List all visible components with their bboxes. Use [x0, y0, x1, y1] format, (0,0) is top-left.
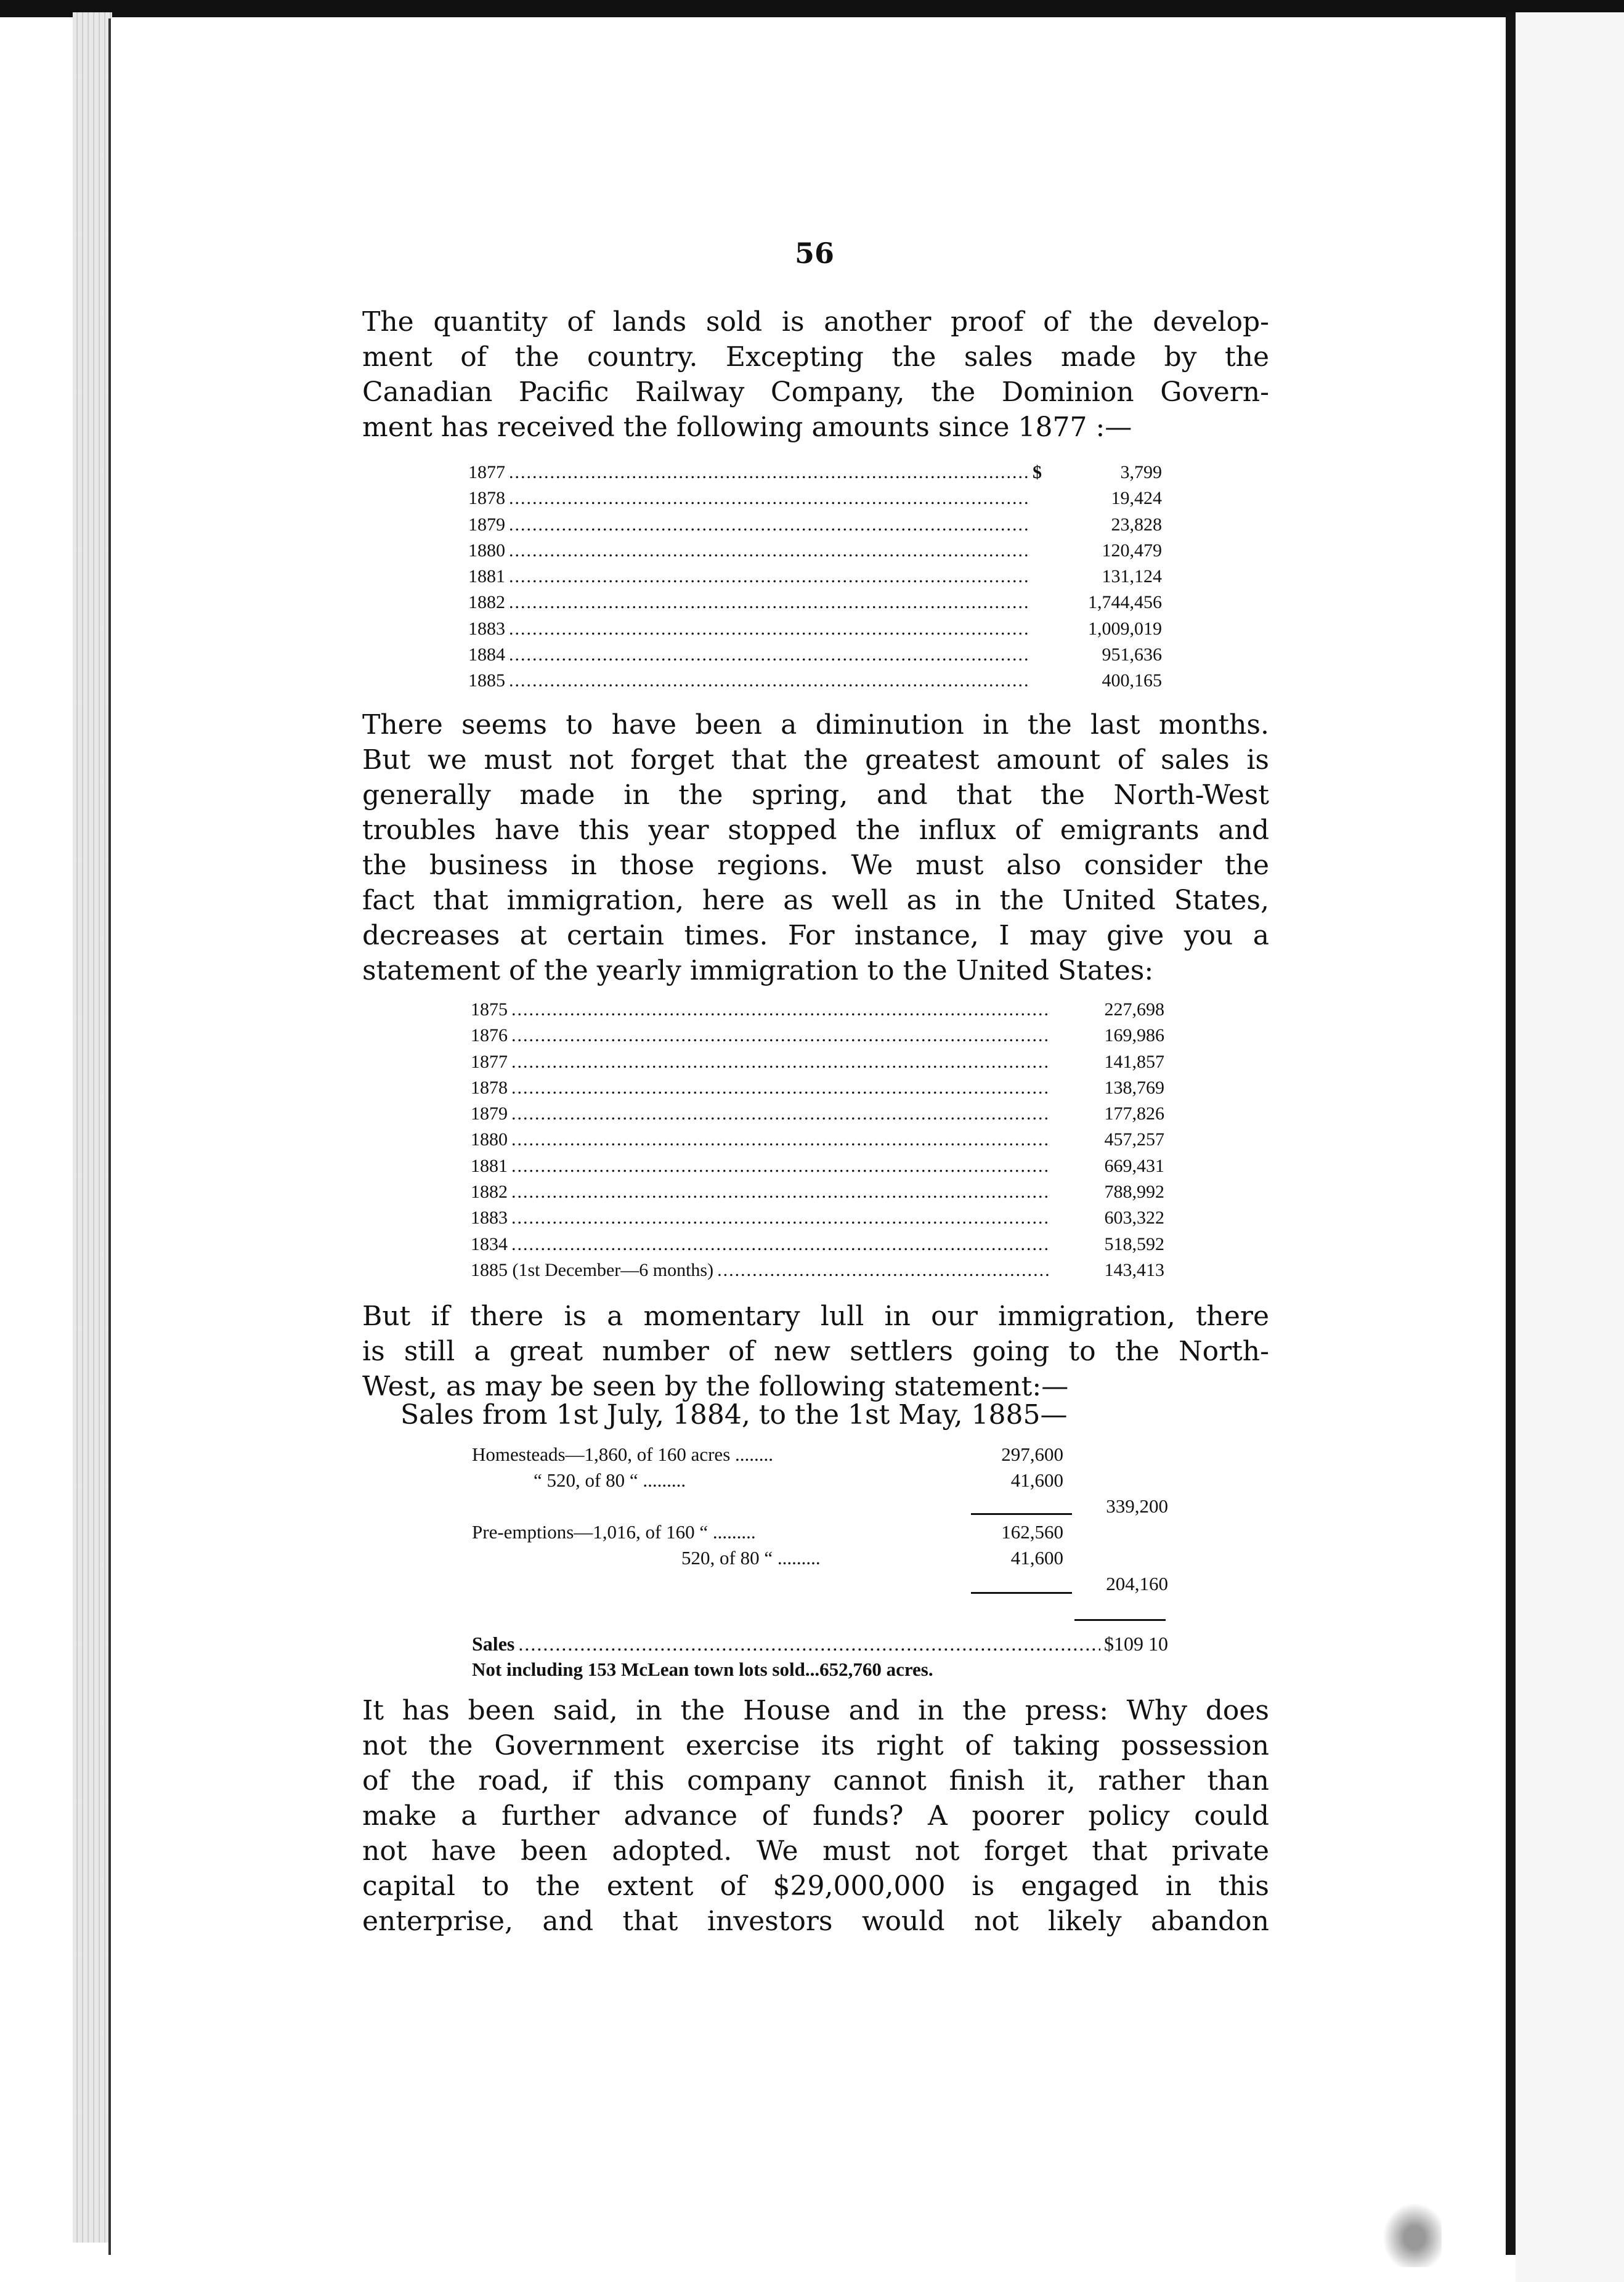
amount-cell: 1,744,456: [1088, 592, 1162, 613]
table-row: [471, 1075, 1164, 1101]
text-line: There seems to have been a diminution in the last months.: [362, 709, 1269, 741]
table-row: [471, 1023, 1164, 1049]
row-value: 41,600: [1010, 1469, 1063, 1491]
row-label: 520, of 80 “ .........: [681, 1547, 821, 1569]
row-label: Pre-emptions—1,016, of 160 “ .........: [472, 1521, 756, 1543]
immigration-table: [471, 997, 1164, 1283]
amount-cell: 227,698: [1104, 999, 1164, 1020]
table-row: [468, 642, 1162, 668]
text-line: enterprise, and that investors would not likely abandon: [362, 1906, 1269, 1937]
paragraph-momentary-lull: [362, 1299, 1269, 1404]
table-row: [471, 1257, 1164, 1283]
table-row: [471, 1101, 1164, 1127]
year-cell: 1880: [468, 540, 505, 561]
amount-cell: 143,413: [1104, 1259, 1164, 1280]
year-cell: 1879: [468, 514, 505, 535]
text-line: The quantity of lands sold is another proof of the develop-: [362, 306, 1269, 338]
amount-cell: 141,857: [1104, 1051, 1164, 1072]
amount-cell: 400,165: [1102, 670, 1162, 691]
text-line: Canadian Pacific Railway Company, the Dominion Govern-: [362, 376, 1269, 408]
amount-cell: 138,769: [1104, 1077, 1164, 1098]
amount-cell: 131,124: [1102, 566, 1162, 587]
year-cell: 1884: [468, 644, 505, 665]
table-row: [468, 668, 1162, 694]
year-cell: 1878: [468, 488, 505, 509]
table-row: [471, 1049, 1164, 1075]
text-line: is still a great number of new settlers going to the North-: [362, 1336, 1269, 1367]
currency-cell: $: [1033, 462, 1042, 482]
year-cell: 1876: [471, 1025, 508, 1046]
text-line: make a further advance of funds? A poorer policy could: [362, 1800, 1269, 1832]
text-line: generally made in the spring, and that the North-West: [362, 779, 1269, 811]
sales-value: $109 10: [1104, 1633, 1168, 1655]
total-rule: [1074, 1619, 1166, 1621]
table-row: [468, 590, 1162, 615]
text-line: not have been adopted. We must not forget that private: [362, 1835, 1269, 1867]
amount-cell: 1,009,019: [1088, 618, 1162, 639]
sales-heading: Sales from 1st July, 1884, to the 1st May, 1885—: [400, 1399, 1068, 1431]
amount-cell: 518,592: [1104, 1233, 1164, 1254]
row-label: Homesteads—1,860, of 160 acres ........: [472, 1444, 774, 1465]
amount-cell: 169,986: [1104, 1025, 1164, 1046]
year-cell: 1878: [471, 1077, 508, 1098]
subtotal-value: 204,160: [1106, 1573, 1168, 1594]
year-cell: 1885 (1st December—6 months): [471, 1259, 714, 1280]
text-line: But we must not forget that the greatest amount of sales is: [362, 744, 1269, 776]
amount-cell: 19,424: [1111, 488, 1162, 509]
year-cell: 1881: [468, 566, 505, 587]
facing-page-edge: [1516, 12, 1624, 2282]
table-row: [472, 1519, 1168, 1545]
book-spine-fold: [1506, 12, 1516, 2255]
table-row: [472, 1545, 1168, 1571]
row-value: 162,560: [1001, 1521, 1063, 1543]
row-label: “ 520, of 80 “ .........: [534, 1469, 686, 1491]
amount-cell: 23,828: [1111, 514, 1162, 535]
year-cell: 1883: [471, 1208, 508, 1228]
table-row: [471, 1127, 1164, 1153]
table-row: [471, 1232, 1164, 1257]
table-row: [471, 1179, 1164, 1205]
amount-cell: 177,826: [1104, 1103, 1164, 1124]
paragraph-diminution: [362, 707, 1269, 988]
table-row: [468, 538, 1162, 564]
year-cell: 1879: [471, 1103, 508, 1124]
amount-cell: 3,799: [1120, 462, 1162, 482]
table-row: [468, 616, 1162, 642]
book-page-edges: [73, 12, 112, 2243]
page-number: 56: [795, 237, 835, 270]
sales-table: [472, 1442, 1168, 1597]
row-value: 297,600: [1001, 1444, 1063, 1465]
text-line: statement of the yearly immigration to the United States:: [362, 955, 1154, 986]
year-cell: 1881: [471, 1155, 508, 1176]
year-cell: 1882: [471, 1182, 508, 1203]
text-line: fact that immigration, here as well as in the United States,: [362, 885, 1269, 916]
text-line: West, as may be seen by the following statement:—: [362, 1371, 1069, 1402]
text-line: troubles have this year stopped the influx of emigrants and: [362, 814, 1269, 846]
table-row: [472, 1468, 1168, 1493]
sales-label: Sales: [472, 1633, 515, 1655]
subtotal-value: 339,200: [1106, 1495, 1168, 1517]
land-sales-table: [468, 460, 1162, 694]
year-cell: 1875: [471, 999, 508, 1020]
scan-top-band: [0, 0, 1624, 17]
year-cell: 1882: [468, 592, 505, 613]
sales-total-row: [472, 1631, 1168, 1656]
subtotal-rule: [971, 1513, 1072, 1515]
table-row: [471, 1205, 1164, 1231]
not-including-note: Not including 153 McLean town lots sold...652,760 acres.: [472, 1659, 933, 1680]
paragraph-government-right: [362, 1693, 1269, 1939]
text-line: But if there is a momentary lull in our immigration, there: [362, 1301, 1269, 1332]
year-cell: 1834: [471, 1233, 508, 1254]
row-value: 41,600: [1010, 1547, 1063, 1569]
year-cell: 1877: [471, 1051, 508, 1072]
table-row: [468, 485, 1162, 511]
amount-cell: 788,992: [1104, 1182, 1164, 1203]
amount-cell: 457,257: [1104, 1129, 1164, 1150]
amount-cell: 669,431: [1104, 1155, 1164, 1176]
text-line: capital to the extent of $29,000,000 is engaged in this: [362, 1870, 1269, 1902]
amount-cell: 603,322: [1104, 1208, 1164, 1228]
text-line: of the road, if this company cannot finish it, rather than: [362, 1765, 1269, 1797]
text-line: decreases at certain times. For instance, I may give you a: [362, 920, 1269, 951]
paragraph-land-sales-intro: [362, 304, 1269, 445]
text-line: It has been said, in the House and in the press: Why does: [362, 1695, 1269, 1726]
table-row: [471, 997, 1164, 1023]
table-row: [468, 564, 1162, 590]
amount-cell: 120,479: [1102, 540, 1162, 561]
year-cell: 1883: [468, 618, 505, 639]
text-line: the business in those regions. We must also consider the: [362, 850, 1269, 881]
year-cell: 1877: [468, 462, 505, 482]
year-cell: 1885: [468, 670, 505, 691]
subtotal-rule: [971, 1592, 1072, 1594]
table-row: [472, 1493, 1168, 1519]
table-row: [472, 1442, 1168, 1468]
text-line: ment has received the following amounts since 1877 :—: [362, 412, 1132, 443]
table-row: [468, 512, 1162, 538]
table-row: [471, 1153, 1164, 1179]
amount-cell: 951,636: [1102, 644, 1162, 665]
ink-smudge: [1374, 2193, 1442, 2267]
text-line: ment of the country. Excepting the sales made by the: [362, 341, 1269, 373]
text-line: not the Government exercise its right of taking possession: [362, 1730, 1269, 1761]
table-row: [468, 460, 1162, 485]
year-cell: 1880: [471, 1129, 508, 1150]
